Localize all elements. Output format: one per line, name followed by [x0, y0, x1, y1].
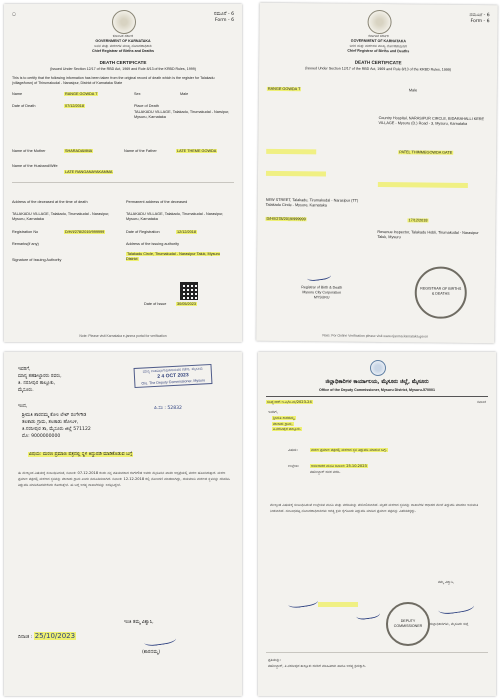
qr-code-icon — [180, 282, 198, 300]
footer-note: Note: Please visit Karnataka e-janma portal for verification — [79, 334, 167, 338]
recipient-line: ಇವರಿಗೆ, — [18, 367, 31, 372]
dc-office-order — [258, 352, 496, 696]
gov-name-en: GOVERNMENT OF KARNATAKA — [350, 38, 406, 44]
state-emblem-icon — [367, 10, 391, 34]
father-value: LATE THEME GOWDA — [177, 149, 217, 153]
recipient-line: ಮಾನ್ಯ ತಹಶೀಲ್ದಾರರು ರವರು, — [18, 374, 62, 379]
order-body: ಮೇಲ್ಕಂಡ ವಿಷಯಕ್ಕೆ ಸಂಬಂಧಿಸಿದಂತೆ ಉಲ್ಲೇಖಿತ ಮನವಿ ಮತ್ತು ವರದಿಯನ್ನು ಪರಿಶೀಲಿಸಲಾಗಿದೆ. ಮೃತರ ಮರಣದ ಸ್ಥಳವನ್ನು ದಾಖಲೆಗಳ ಆಧಾರದ ಮೇಲೆ ತಿದ್ದುಪಡಿ ಮಾಡಲು ಅನುಮತಿ ನೀಡಲಾಗಿದೆ. ಸಂಬಂಧಪಟ್ಟ ನೋಂದಣಾಧಿಕಾರಿಗಳು ಅಗತ್ಯ ಕ್ರಮ ಕೈಗೊಂಡು ತಿದ್ದುಪಡಿ ಮಾಡಿದ ಪ್ರಮಾಣ ಪತ್ರವನ್ನು ವಿತರಿಸತಕ್ಕದ್ದು. — [270, 503, 479, 514]
date-of-death-value: 07/12/2018 — [65, 104, 85, 108]
inward-stamp — [134, 364, 213, 388]
inward-number: ಪಿ.ಸಂ : 52832 — [154, 406, 182, 411]
gov-name-kn: ಕರ್ನಾಟಕ ಸರ್ಕಾರ — [368, 33, 389, 39]
registrar-sign-label: Registrar of Birth & Death — [301, 285, 343, 290]
office-title-kn: ಜಿಲ್ಲಾಧಿಕಾರಿಗಳ ಕಾರ್ಯಾಲಯ, ಮೈಸೂರು ಜಿಲ್ಲೆ, ಮೈಸೂರು — [325, 379, 429, 385]
signature — [355, 606, 380, 620]
signature — [287, 594, 318, 609]
dc-office-logo-icon — [370, 360, 386, 376]
highlight — [318, 602, 358, 607]
certificate-title: DEATH CERTIFICATE — [354, 59, 402, 66]
form-label: Form - 6 — [470, 18, 490, 24]
order-date-label: ದಿನಾಂಕ — [477, 400, 486, 404]
sender-line: ಶ್ರೀಮತಿ ಶಾರದಮ್ಮ ಕೋಂ ಲೇಟ್ ರಂಗೇಗೌಡ — [22, 413, 87, 418]
place-of-death-label: Place of Death — [134, 104, 159, 108]
registrar-en: Chief Registrar of Births and Deaths — [347, 48, 410, 54]
place-of-death-value: TALAKADU VILLAGE, Talakadu, Tirumakudal - Narsipur, Mysuru, Karnataka — [134, 110, 230, 119]
issuing-value: Talakadu Circle, Tirumakudal - Narasipur Taluk, Mysuru District — [126, 252, 220, 261]
death-certificate-1 — [4, 4, 242, 342]
header-divider — [266, 396, 488, 397]
sender-line: ತಲಕಾಡು ಗ್ರಾಮ, ತಲಕಾಡು ಹೋಬಳಿ, — [22, 420, 79, 425]
from-label: ಇಂದ, — [18, 404, 28, 409]
highlight — [266, 149, 316, 155]
corporation-name: Mysuru City Corporation — [302, 290, 342, 295]
highlight — [378, 182, 468, 188]
permanent-value: TALAKADU VILLAGE, Talakadu, Tirumakudal - Narasipur, Mysuru, Karnataka — [126, 212, 224, 221]
address-value: NEW STREET, Talakadu, Tirumakudal - Narasipur (TT) Talakadu Circle - Mysore, Karnataka — [265, 197, 359, 208]
date-label: ದಿನಾಂಕ — [18, 635, 30, 640]
date-of-death-label: Date of Death — [12, 104, 36, 108]
doc-corner-mark: ◯ — [12, 12, 17, 16]
recipient-line: ಮೈಸೂರು. — [18, 388, 34, 393]
corporation-city: MYSURU — [313, 295, 330, 300]
sender-line: ತಿ.ನರಸೀಪುರ ತಾ, ಮೈಸೂರು ಜಿಲ್ಲೆ 571122 — [22, 427, 91, 432]
certificate-title: DEATH CERTIFICATE — [99, 60, 147, 65]
reg-date-label: Date of Registration — [126, 230, 160, 234]
to-line: ಶ್ರೀಮತಿ ಶಾರದಮ್ಮ, — [273, 416, 296, 420]
issuing-value: Revenue Inspector, Talakadu Hobli, Tirumakudal - Narasipur Taluk, Mysuru — [377, 230, 479, 239]
reg-date-value: 17/12/2018 — [408, 218, 428, 223]
registrar-kn: ಜನನ ಮತ್ತು ಮರಣಗಳ ಮುಖ್ಯ ನೋಂದಣಾಧಿಕಾರಿ — [349, 43, 408, 49]
form-no-kn: ನಮೂನೆ - 6 — [469, 12, 490, 19]
signature — [143, 632, 176, 647]
form-label: Form - 6 — [214, 17, 234, 23]
intro-text: This is to certify that the following information has been taken from the original record of death which is the register for Talakadu (village/town) of Thirumakudal - Narasipur, District of Karnataka State — [12, 76, 215, 85]
footer-note: Note: For Online Verification please visit www.ejanma.karnataka.gov.in — [322, 333, 429, 339]
reference-label: ಉಲ್ಲೇಖ: — [288, 464, 300, 468]
issued-under: (Issued Under Section 12/17 of the RBD Act, 1969 and Rule 8/13 of the KRBD Rules, 1999) — [50, 67, 196, 71]
sex-value: Male — [180, 92, 189, 96]
order-closing: ತಮ್ಮ ವಿಶ್ವಾಸಿ, — [438, 580, 455, 584]
name-value: RANGE GOWDA T — [267, 86, 301, 92]
remarks-label: Remarks(if any) — [12, 242, 39, 246]
permanent-label: Permanent address of the deceased — [126, 200, 188, 204]
gov-name-en: GOVERNMENT OF KARNATAKA — [95, 39, 151, 43]
form-no-kn: ನಮೂನೆ - 6 — [213, 12, 234, 17]
reference-number: ಸಂಖ್ಯೆ:ಆರ್.ಇ.ಪಿ/ಜ.ಮ/2023-24 — [267, 400, 312, 404]
sender-line: ಮೊ: 9000000000 — [22, 434, 61, 439]
to-address — [272, 416, 302, 433]
spouse-value: LATE RANGANAYAKAMMA — [65, 170, 113, 174]
form-number — [469, 13, 489, 25]
date-issue-value: 30/05/2023 — [177, 302, 197, 306]
divider — [12, 182, 234, 183]
stamp-date: 2 4 OCT 2023 — [157, 371, 189, 380]
letter-recipient — [18, 366, 62, 394]
death-certificate-2 — [256, 3, 498, 343]
registrar-kn: ಜನನ ಮತ್ತು ಮರಣಗಳ ಮುಖ್ಯ ನೋಂದಣಾಧಿಕಾರಿ — [94, 44, 152, 48]
signature-label: Signature of Issuing Authority — [12, 258, 62, 262]
office-title-en: Office of the Deputy Commissioner, Mysuru District, Mysuru-570001 — [318, 388, 436, 392]
reg-no-value: D/H/I/278/2019/999999 — [266, 216, 306, 222]
to-label: ಇವರಿಗೆ, — [268, 410, 278, 414]
seal-text: DEPUTY COMMISSIONER — [393, 619, 423, 628]
divider — [266, 652, 488, 653]
highlight — [266, 171, 326, 177]
name-label: Name — [12, 92, 23, 96]
signature — [437, 598, 474, 616]
letter-body: ಈ ಮೇಲ್ಕಂಡ ವಿಷಯಕ್ಕೆ ಸಂಬಂಧಿಸಿದಂತೆ, ದಿನಾಂಕ: 07.12.2018 ರಂದು ನನ್ನ ಪತಿಯವರಾದ ರಂಗೇಗೌಡ ಅವರು ಮೈಸೂರಿನ ಖಾಸಗಿ ಆಸ್ಪತ್ರೆಯಲ್ಲಿ ಮರಣ ಹೊಂದಿರುತ್ತಾರೆ. ಮರಣ ಪ್ರಮಾಣ ಪತ್ರದಲ್ಲಿ ಮರಣದ ಸ್ಥಳವನ್ನು ತಲಕಾಡು ಗ್ರಾಮ ಎಂದು ನಮೂದಿಸಲಾಗಿದೆ. ದಿನಾಂಕ: 12.12.2018 ರಲ್ಲಿ ನೋಂದಣಿ ಮಾಡಲಾಗಿದ್ದು, ದಯಮಾಡಿ ಮರಣದ ಸ್ಥಳವನ್ನು ಸರಿಪಡಿಸಿ ತಿದ್ದುಪಡಿ ಮಾಡಿಕೊಡಬೇಕೆಂದು ಕೋರುತ್ತೇನೆ. ಈ ಬಗ್ಗೆ ಅಗತ್ಯ ದಾಖಲೆಗಳನ್ನು ಲಗತ್ತಿಸಿದ್ದೇನೆ. — [18, 471, 230, 488]
issued-under: (Issued Under Section 12/17 of the RBD Act, 1969 and Rule 8/13 of the KRBD Rules, 1999) — [305, 66, 452, 72]
mother-label: Name of the Mother — [12, 149, 46, 153]
application-letter — [4, 352, 242, 696]
mother-value: SHARADAMMA — [65, 149, 93, 153]
reference-line: ಅರ್ಜಿದಾರರ ಮನವಿ ದಿನಾಂಕ: 25.10.2023 — [311, 464, 367, 468]
form-number — [214, 12, 234, 24]
gov-name-kn: ಕರ್ನಾಟಕ ಸರ್ಕಾರ — [112, 34, 134, 38]
signatory-name: (ಶಾರದಮ್ಮ) — [142, 650, 161, 655]
signatory-designation: ಜಿಲ್ಲಾಧಿಕಾರಿಗಳು, ಮೈಸೂರು ಜಿಲ್ಲೆ — [430, 622, 469, 626]
seal-text: REGISTRAR OF BIRTHS & DEATHS — [420, 286, 462, 296]
letter-closing: ಇಂತಿ ತಮ್ಮ ವಿಶ್ವಾಸಿ, — [124, 620, 154, 625]
sender-address — [22, 412, 91, 440]
stamp-line: ಮಾನ್ಯ ಉಪವಿಭಾಗಾಧಿಕಾರಿಯವರ ಕಚೇರಿ, ಮೈಸೂರು — [142, 366, 203, 374]
letter-date: ದಿನಾಂಕ : 25/10/2023 — [18, 632, 76, 640]
copy-text: ತಹಶೀಲ್ದಾರ್, ತಿ.ನರಸೀಪುರ ತಾಲ್ಲೂಕು ರವರಿಗೆ ಮಾಹಿತಿಗಾಗಿ ಹಾಗೂ ಅಗತ್ಯ ಕ್ರಮಕ್ಕಾಗಿ. — [268, 664, 366, 668]
address-value: TALAKADU VILLAGE, Talakadu, Tirumakudal - Narasipur, Mysuru, Karnataka — [12, 212, 110, 221]
recipient-line: ತಿ. ನರಸೀಪುರ ತಾಲ್ಲೂಕು, — [18, 381, 56, 386]
reg-date-value: 12/12/2018 — [177, 230, 197, 234]
sex-label: Sex — [134, 92, 141, 96]
issuing-label: Address of the issuing authority — [126, 242, 179, 246]
address-label: Address of the deceased at the time of death — [12, 200, 88, 204]
copy-label: ಪ್ರತಿಯನ್ನು: — [268, 658, 282, 662]
date-value: 25/10/2023 — [34, 632, 76, 640]
order-subject: ಮರಣ ಪ್ರಮಾಣ ಪತ್ರದಲ್ಲಿ ಮರಣದ ಸ್ಥಳ ತಿದ್ದುಪಡಿ ಮಾಡುವ ಬಗ್ಗೆ. — [311, 448, 387, 452]
reg-no-label: Registration No — [12, 230, 39, 234]
spouse-label: Name of the Husband/Wife — [12, 164, 58, 168]
registrar-en: Chief Registrar of Births and Deaths — [92, 49, 154, 53]
to-line: ತಿ.ನರಸೀಪುರ ತಾಲ್ಲೂಕು. — [273, 427, 301, 432]
to-line: ತಲಕಾಡು ಗ್ರಾಮ, — [273, 421, 293, 426]
name-value: RANGE GOWDA T — [65, 92, 98, 96]
father-label: Name of the Father — [124, 149, 157, 153]
father-value: PATEL THIMMEGOWDA GATE — [399, 150, 453, 155]
registrar-seal-icon — [414, 266, 467, 319]
reference-line: ತಹಶೀಲ್ದಾರ್ ರವರ ವರದಿ. — [310, 469, 341, 474]
dc-office-seal-icon — [386, 602, 430, 646]
stamp-line: O/o. The Deputy Commissioner, Mysuru — [141, 377, 206, 386]
signature — [306, 270, 331, 282]
state-emblem-icon — [112, 10, 136, 34]
subject-label: ವಿಷಯ: — [288, 448, 298, 452]
letter-subject: ವಿಷಯ: ಮರಣ ಪ್ರಮಾಣ ಪತ್ರದಲ್ಲಿ ಸ್ಥಳ ತಿದ್ದುಪಡಿ ಮಾಡಿಕೊಡುವ ಬಗ್ಗೆ — [29, 452, 133, 457]
reg-no-value: D/H/I/278/2019/999999 — [65, 230, 105, 234]
date-issue-label: Date of Issue — [144, 302, 167, 306]
place-value: Country Hospital, NARASIPUR CIRCLE, BIDARAHALLI KERE VILLAGE - Mysuru (D.) Road - 3, Mysuru, Karnataka — [378, 116, 485, 126]
sex-value: Male — [408, 88, 418, 93]
reference-list — [310, 464, 368, 475]
